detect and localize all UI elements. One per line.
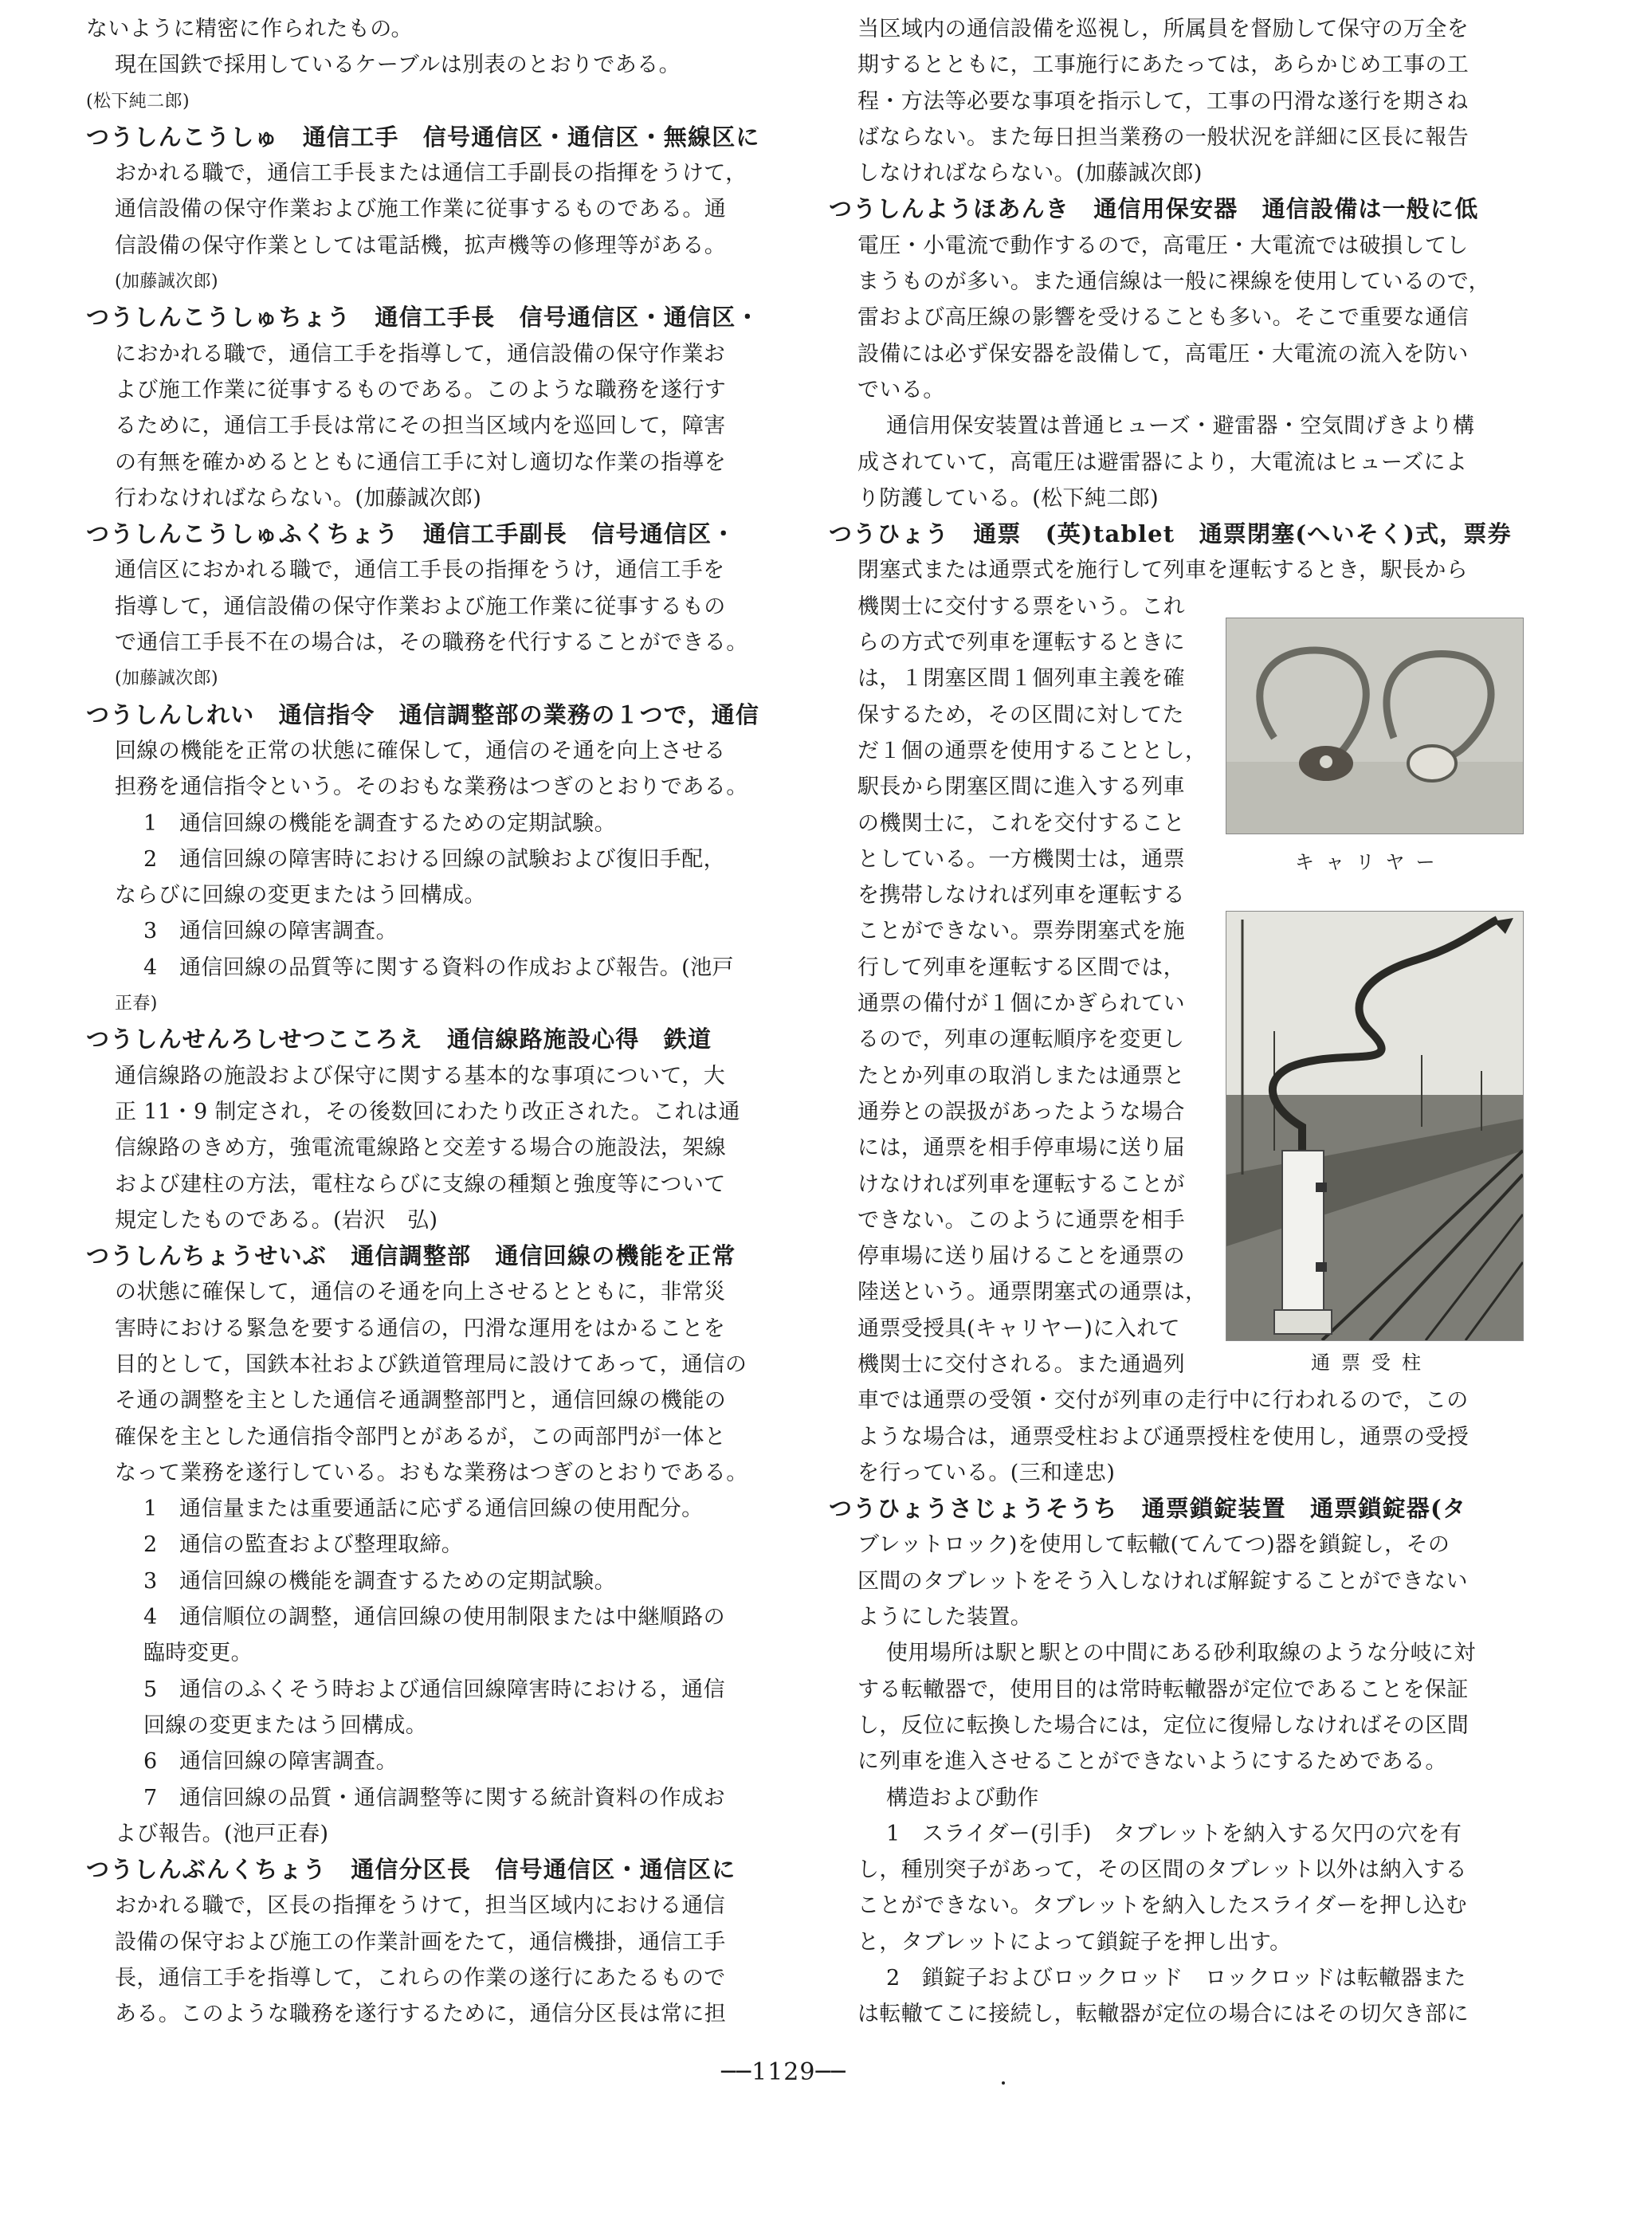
left-text-line: 現在国鉄で採用しているケーブルは別表のとおりである。 — [115, 53, 681, 78]
right-text-line: 停車場に送り届けることを通票の — [857, 1244, 1185, 1269]
right-text-line: に列車を進入させることができないようにするためである。 — [857, 1749, 1447, 1775]
right-entry-heading: つうしんようほあんき 通信用保安器 通信設備は一般に低 — [829, 195, 1479, 223]
right-text-line: けなければ列車を運転することが — [857, 1171, 1185, 1197]
left-text-line: 長，通信工手を指導して，これらの作業の遂行にあたるもので — [115, 1966, 726, 1991]
right-text-line: 当区域内の通信設備を巡視し，所属員を督励して保守の万全を — [857, 17, 1470, 41]
right-text-line: 機関士に交付される。また通過列 — [857, 1351, 1185, 1377]
right-text-line: まうものが多い。また通信線は一般に裸線を使用しているので， — [857, 269, 1491, 295]
left-text-line: 信線路のきめ方，強電流電線路と交差する場合の施設法，架線 — [115, 1136, 727, 1161]
right-text-line: 通票の備付が１個にかぎられてい — [857, 991, 1185, 1017]
left-text-line: 回線の変更またはう回構成。 — [143, 1712, 428, 1738]
right-text-line: 成されていて，高電圧は避雷器により，大電流はヒューズによ — [857, 449, 1468, 475]
right-text-line: 1 スライダー(引手) タブレットを納入する欠円の穴を有 — [886, 1821, 1462, 1846]
right-text-line: 2 鎖錠子およびロックロッド ロックロッドは転轍器また — [886, 1966, 1466, 1991]
right-text-line: ことができない。票券閉塞式を施 — [857, 919, 1185, 944]
left-text-line: 1 通信量または重要通話に応ずる通信回線の使用配分。 — [143, 1496, 704, 1522]
left-text-line: 7 通信回線の品質・通信調整等に関する統計資料の作成お — [143, 1785, 725, 1810]
right-text-line: 程・方法等必要な事項を指示して，工事の円滑な遂行を期さね — [857, 88, 1469, 114]
right-text-line: ことができない。タブレットを納入したスライダーを押し込む — [857, 1893, 1468, 1919]
left-text-line: そ通の調整を主とした通信そ通調整部門と，通信回線の機能の — [115, 1388, 727, 1414]
left-entry-heading: つうしんしれい 通信指令 通信調整部の業務の１つで，通信 — [86, 700, 760, 728]
left-text-line: 1 通信回線の機能を調査するための定期試験。 — [143, 810, 616, 836]
post-caption: 通票受柱 — [1311, 1351, 1432, 1374]
left-entry-heading: つうしんこうしゅふくちょう 通信工手副長 信号通信区・ — [86, 520, 736, 548]
left-text-line: 4 通信回線の品質等に関する資料の作成および報告。(池戸 — [143, 955, 734, 980]
right-text-line: だ１個の通票を使用することとし， — [857, 738, 1207, 763]
left-text-line: 目的として，国鉄本社および鉄道管理局に設けてあって，通信の — [115, 1351, 748, 1377]
left-text-line: 6 通信回線の障害調査。 — [143, 1749, 398, 1775]
left-text-line: 設備の保守および施工の作業計画をたて，通信機掛，通信工手 — [115, 1929, 726, 1955]
left-text-line: の状態に確保して，通信のそ通を向上させるとともに，非常災 — [115, 1280, 726, 1305]
right-text-line: ブレットロック)を使用して転轍(てんてつ)器を鎖錠し，その — [857, 1532, 1450, 1558]
left-text-line: ある。このような職務を遂行するために，通信分区長は常に担 — [115, 2002, 727, 2027]
left-text-line: (加藤誠次郎) — [115, 669, 218, 689]
left-text-line: 2 通信回線の障害時における回線の試験および復旧手配， — [143, 846, 725, 872]
left-entry-heading: つうしんぶんくちょう 通信分区長 信号通信区・通信区に — [86, 1856, 736, 1884]
right-text-line: としている。一方機関士は，通票 — [857, 846, 1185, 872]
left-text-line: 規定したものである。(岩沢 弘) — [115, 1207, 438, 1233]
left-entry-heading: つうしんこうしゅ 通信工手 信号通信区・通信区・無線区に — [86, 123, 760, 151]
left-text-line: 確保を主とした通信指令部門とがあるが，この両部門が一体と — [115, 1424, 727, 1449]
left-text-line: るために，通信工手長は常にその担当区域内を巡回して，障害 — [115, 414, 726, 439]
carrier-caption: キャリヤー — [1295, 851, 1446, 873]
left-text-line: なって業務を遂行している。おもな業務はつぎのとおりである。 — [115, 1460, 748, 1485]
left-text-line: の有無を確かめるとともに通信工手に対し適切な作業の指導を — [115, 449, 727, 475]
right-text-line: でいる。 — [857, 377, 945, 402]
left-text-line: よび報告。(池戸正春) — [115, 1821, 329, 1846]
left-text-line: におかれる職で，通信工手を指導して，通信設備の保守作業お — [115, 341, 726, 367]
right-text-line: 行して列車を運転する区間では， — [857, 955, 1185, 980]
carrier-photo — [1226, 618, 1524, 834]
left-entry-heading: つうしんせんろしせつこころえ 通信線路施設心得 鉄道 — [86, 1026, 712, 1053]
left-column — [86, 11, 787, 2033]
right-text-line: 構造および動作 — [886, 1785, 1039, 1810]
left-text-line: 2 通信の監査および整理取締。 — [143, 1532, 464, 1558]
left-text-line: 4 通信順位の調整，通信回線の使用制限または中継順路の — [143, 1605, 725, 1630]
left-text-line: および建柱の方法，電柱ならびに支線の種類と強度等について — [115, 1171, 726, 1197]
right-text-line: し，反位に転換した場合には，定位に復帰しなければその区間 — [857, 1712, 1470, 1738]
left-text-line: よび施工作業に従事するものである。このような職務を遂行す — [115, 377, 727, 402]
left-entry-heading: つうしんこうしゅちょう 通信工手長 信号通信区・通信区・ — [86, 304, 760, 331]
left-text-line: 通信線路の施設および保守に関する基本的な事項について，大 — [115, 1063, 726, 1089]
left-text-line: 臨時変更。 — [143, 1641, 253, 1666]
right-text-line: らの方式で列車を運転するときに — [857, 630, 1185, 656]
right-text-line: たとか列車の取消しまたは通票と — [857, 1063, 1185, 1089]
right-text-line: 使用場所は駅と駅との中間にある砂利取線のような分岐に対 — [886, 1641, 1476, 1666]
left-text-line: 正 11・9 制定され，その後数回にわたり改正された。これは通 — [115, 1099, 740, 1124]
left-text-line: 3 通信回線の機能を調査するための定期試験。 — [143, 1568, 616, 1594]
left-text-line: で通信工手長不在の場合は，その職務を代行することができる。 — [115, 630, 748, 656]
right-entry-heading: つうひょう 通票 (英)tablet 通票閉塞(へいそく)式，票券 — [829, 520, 1512, 548]
right-text-line: 雷および高圧線の影響を受けることも多い。そこで重要な通信 — [857, 305, 1470, 331]
left-text-line: 5 通信のふくそう時および通信回線障害時における，通信 — [143, 1677, 725, 1702]
right-text-line: を行っている。(三和達忠) — [857, 1460, 1116, 1485]
right-text-line: 電圧・小電流で動作するので，高電圧・大電流では破損してし — [857, 233, 1469, 258]
right-text-line: 陸送という。通票閉塞式の通票は， — [857, 1280, 1207, 1305]
right-text-line: には，通票を相手停車場に送り届 — [857, 1136, 1185, 1161]
left-text-line: おかれる職で，区長の指揮をうけて，担当区域内における通信 — [115, 1893, 726, 1919]
right-entry-heading: つうひょうさじょうそうち 通票鎖錠装置 通票鎖錠器(タ — [829, 1495, 1467, 1523]
right-text-line: と，タブレットによって鎖錠子を押し出す。 — [857, 1929, 1292, 1955]
stray-dot — [1002, 2081, 1005, 2085]
left-text-line: 通信区におかれる職で，通信工手長の指揮をうけ，通信工手を — [115, 558, 725, 583]
tablet-post-illustration — [1226, 912, 1523, 1340]
right-text-line: 区間のタブレットをそう入しなければ解錠することができない — [857, 1568, 1468, 1594]
left-text-line: 害時における緊急を要する通信の，円滑な運用をはかることを — [115, 1316, 726, 1341]
left-text-line: 担務を通信指令という。そのおもな業務はつぎのとおりである。 — [115, 775, 748, 800]
right-text-line: 保するため，その区間に対してた — [857, 702, 1184, 728]
right-text-line: ばならない。また毎日担当業務の一般状況を詳細に区長に報告 — [857, 124, 1470, 150]
right-text-line: の機関士に，これを交付すること — [857, 810, 1185, 836]
right-text-line: 通票受授具(キャリヤー)に入れて — [857, 1316, 1180, 1341]
tablet-post-photo — [1226, 911, 1524, 1341]
right-text-line: できない。このように通票を相手 — [857, 1207, 1185, 1233]
right-text-line: 閉塞式または通票式を施行して列車を運転するとき，駅長から — [857, 558, 1469, 583]
right-text-line: する転轍器で，使用目的は常時転轍器が定位であることを保証 — [857, 1677, 1469, 1702]
right-text-line: 機関士に交付する票をいう。これ — [857, 594, 1185, 619]
left-text-line: 通信設備の保守作業および施工作業に従事するものである。通 — [115, 197, 727, 222]
right-text-line: を携帯しなければ列車を運転する — [857, 883, 1185, 908]
left-text-line: 信設備の保守作業としては電話機，拡声機等の修理等がある。 — [115, 233, 727, 258]
right-text-line: 期するとともに，工事施行にあたっては，あらかじめ工事の工 — [857, 53, 1470, 78]
right-text-line: 通信用保安装置は普通ヒューズ・避雷器・空気間げきより構 — [886, 414, 1475, 439]
right-text-line: 設備には必ず保安器を設備して，高電圧・大電流の流入を防い — [857, 341, 1469, 367]
right-text-line: ような場合は，通票受柱および通票授柱を使用し，通票の受授 — [857, 1424, 1470, 1449]
left-entry-heading: つうしんちょうせいぶ 通信調整部 通信回線の機能を正常 — [86, 1242, 736, 1270]
left-text-line: (松下純二郎) — [86, 91, 190, 112]
right-text-line: り防護している。(松下純二郎) — [857, 485, 1160, 511]
left-text-line: おかれる職で，通信工手長または通信工手副長の指揮をうけて， — [115, 161, 748, 186]
left-text-line: 行わなければならない。(加藤誠次郎) — [115, 485, 482, 511]
left-text-line: 指導して，通信設備の保守作業および施工作業に従事するもの — [115, 594, 726, 619]
right-text-line: 車では通票の受領・交付が列車の走行中に行われるので，この — [857, 1388, 1469, 1414]
left-text-line: ないように精密に作られたもの。 — [86, 17, 413, 41]
left-text-line: 3 通信回線の障害調査。 — [143, 919, 398, 944]
right-text-line: しなければならない。(加藤誠次郎) — [857, 161, 1203, 186]
right-text-line: 通券との誤扱があったような場合 — [857, 1099, 1185, 1124]
right-text-line: るので，列車の運転順序を変更し — [857, 1027, 1185, 1053]
right-text-line: は，１閉塞区間１個列車主義を確 — [857, 666, 1185, 692]
left-text-line: ならびに回線の変更またはう回構成。 — [115, 883, 486, 908]
right-text-line: は転轍てこに接続し，転轍器が定位の場合にはその切欠き部に — [857, 2002, 1470, 2027]
left-text-line: 回線の機能を正常の状態に確保して，通信のそ通を向上させる — [115, 738, 726, 763]
page-number: ──1129── — [721, 2058, 846, 2086]
right-text-line: し，種別突子があって，その区間のタブレット以外は納入する — [857, 1857, 1468, 1883]
right-text-line: 駅長から閉塞区間に進入する列車 — [857, 775, 1185, 800]
left-text-line: (加藤誠次郎) — [115, 272, 218, 292]
carrier-illustration — [1226, 618, 1523, 834]
left-text-line: 正春) — [115, 994, 158, 1014]
right-text-line: ようにした装置。 — [857, 1605, 1033, 1630]
